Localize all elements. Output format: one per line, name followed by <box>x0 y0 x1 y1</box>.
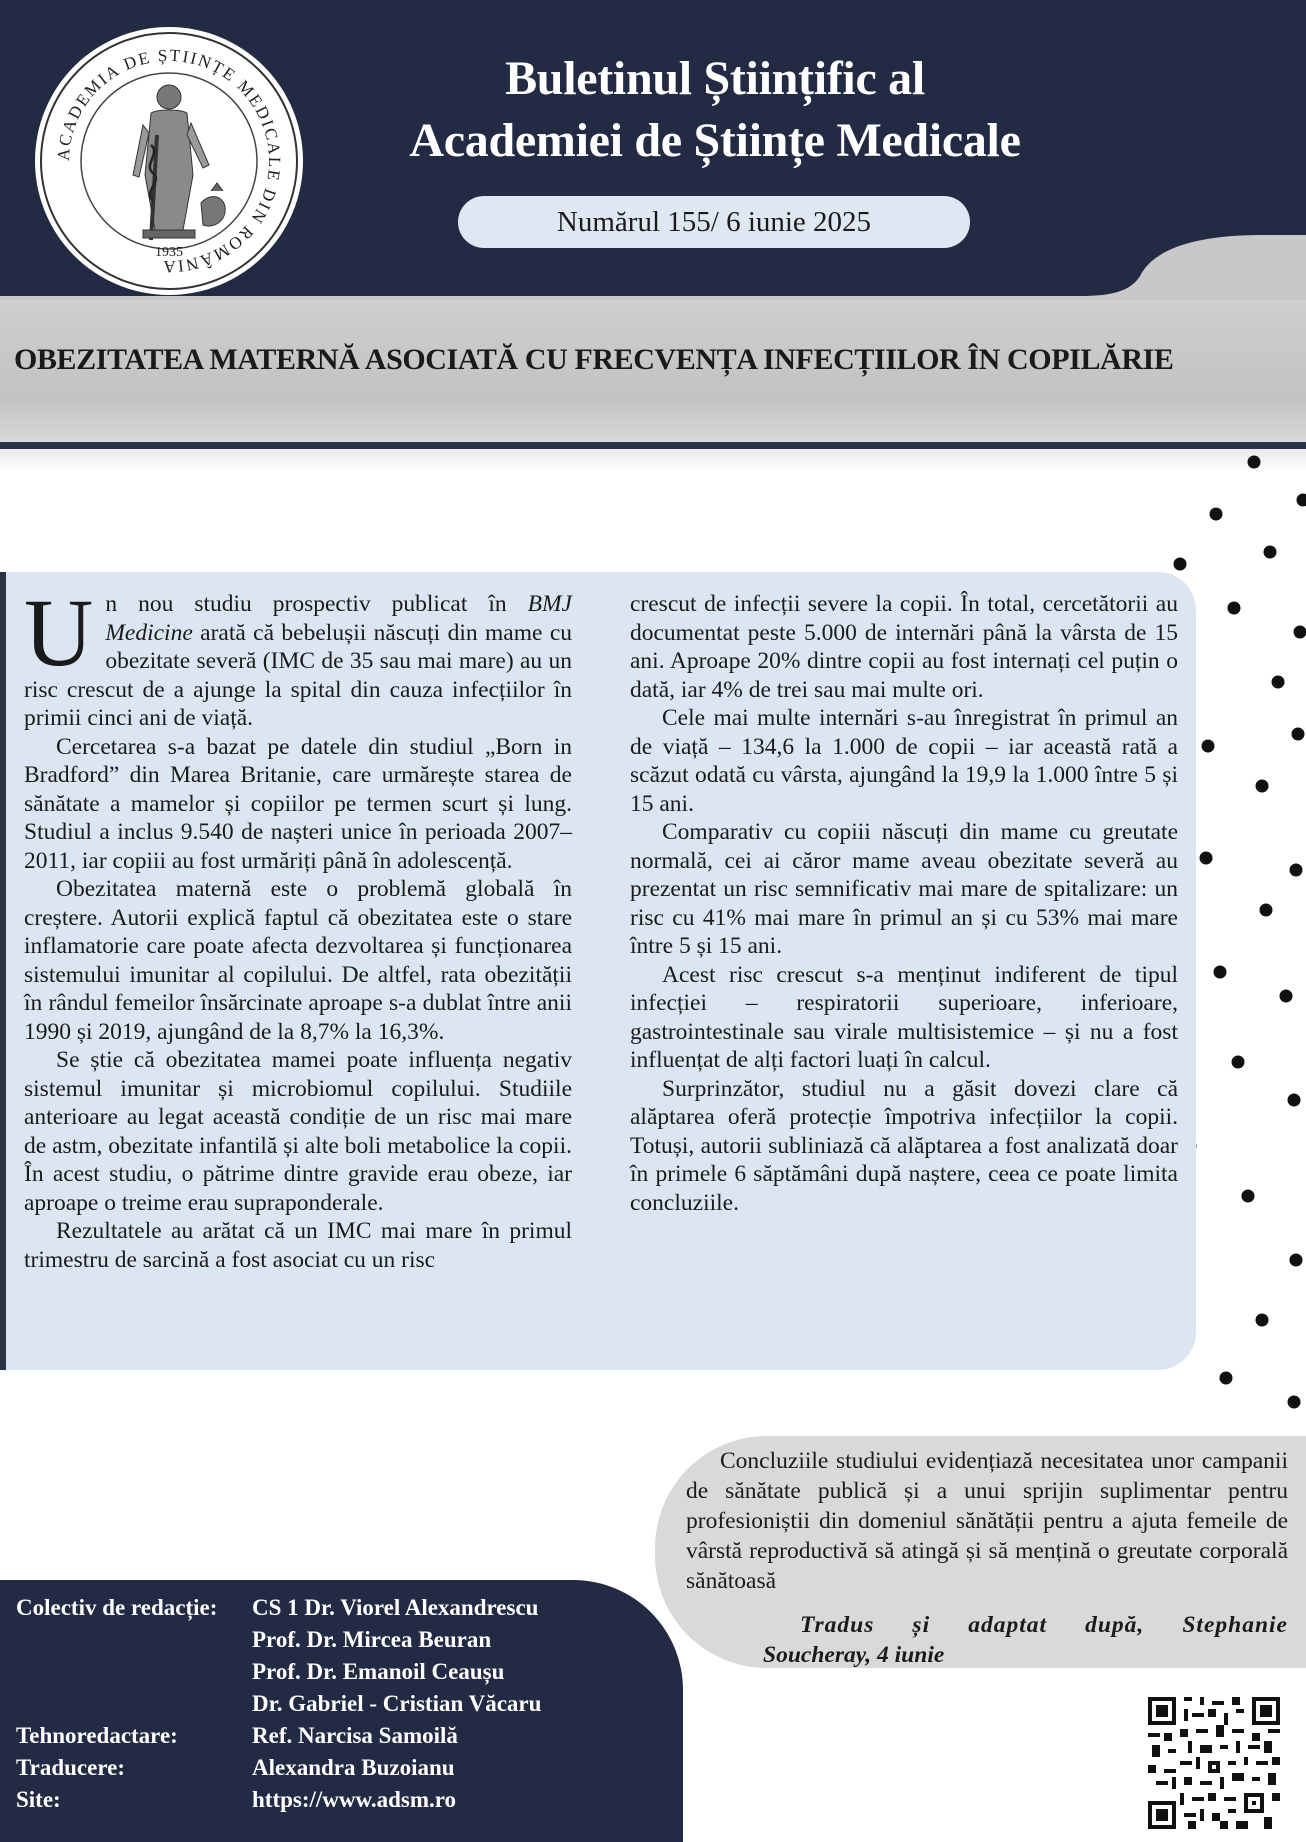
paragraph-8: Acest risc crescut s-a menținut indiferent de tipul infecției – respiratorii superioare, inferioare, gastrointestinale sau virale multisistemice – și nu a fost influențat de alți factori luați în calcul. <box>630 961 1178 1073</box>
conclusion-text: Concluziile studiului evidențiază necesitatea unor campanii de sănătate publică și a unui sprijin suplimentar pentru profesioniștii din domeniul sănătății pentru a ajuta femeile de vârstă reproductivă să atingă și să mențină o greutate corporală sănătoasă <box>686 1448 1288 1594</box>
paragraph-3: Obezitatea maternă este o problemă globală în creștere. Autorii explică faptul că obezitatea este o stare inflamatorie care poate afecta dezvoltarea și funcționarea sistemului imunitar al copilului. De altfel, rata obezității în rândul femeilor însărcinate aproape s-a dublat între anii 1990 și 2019, ajungând de la 8,7% la 16,3%. <box>24 876 572 1045</box>
aesculapius-seal-icon <box>33 25 305 297</box>
dot <box>1220 1372 1233 1385</box>
dot <box>1256 780 1269 793</box>
panel-edge <box>0 572 6 1370</box>
drop-cap: U <box>24 579 94 686</box>
translation-name: Alexandra Buzoianu <box>252 1755 455 1780</box>
dot <box>1294 626 1306 639</box>
qr-code-icon[interactable] <box>1148 1697 1280 1829</box>
paragraph-2: Cercetarea s-a bazat pe datele din studiul „Born in Bradford” din Marea Britanie, care urmărește starea de sănătate a mamelor și copiilor pe termen scurt și lung. Studiul a inclus 9.540 de nașteri unice în perioada 2007–2011, iar copiii au fost urmăriți până în adolescență. <box>24 733 572 874</box>
dot <box>1242 1190 1255 1203</box>
issue-badge <box>458 196 970 248</box>
typesetting-label: Tehnoredactare: <box>16 1723 178 1748</box>
dot <box>1292 728 1305 741</box>
svg-text:1935: 1935 <box>155 245 183 260</box>
dot <box>1264 546 1277 559</box>
dot <box>1288 1396 1301 1409</box>
paragraph-5: Rezultatele au arătat că un IMC mai mare în primul trimestru de sarcină a fost asociat cu un risc <box>24 1218 572 1273</box>
dot <box>1200 852 1213 865</box>
article-column-left <box>24 579 572 1274</box>
dot <box>1228 602 1241 615</box>
paragraph-6: Cele mai multe internări s-au înregistrat în primul an de viață – 134,6 la 1.000 de copii – iar această rată a scăzut odată cu vârsta, ajungând la 19,9 la 1.000 între 5 și 15 ani. <box>630 705 1178 817</box>
source-attribution: Tradus și adaptat după, Stephanie Soucheray, 4 iunie <box>763 1612 1288 1668</box>
paragraph-7: Comparativ cu copiii născuți din mame cu greutate normală, cei ai căror mame aveau obezitate severă au prezentat un risc semnificativ mai mare de spitalizare: un risc cu 41% mai mare în primul an și cu 53% mai mare între 5 și 15 ani. <box>630 819 1178 959</box>
dot <box>1280 990 1293 1003</box>
credits-box <box>0 1580 683 1842</box>
journal-name: BMJ Medicine <box>105 591 572 646</box>
dot <box>1288 1094 1301 1107</box>
dot <box>1256 1314 1269 1327</box>
dot <box>1202 740 1215 753</box>
dot <box>1210 508 1223 521</box>
article-column-right <box>630 590 1178 1217</box>
editor-name: Prof. Dr. Emanoil Ceaușu <box>252 1659 505 1684</box>
dot <box>1260 904 1273 917</box>
editor-name: Dr. Gabriel - Cristian Văcaru <box>252 1691 542 1716</box>
issue-number: Numărul 155/ 6 iunie 2025 <box>556 205 872 238</box>
bulletin-title-line-2: Academiei de Științe Medicale <box>409 114 1021 167</box>
dot <box>1214 966 1227 979</box>
title-divider <box>0 442 1306 449</box>
editor-name: Prof. Dr. Mircea Beuran <box>252 1627 492 1652</box>
dot <box>1248 456 1261 469</box>
site-link[interactable]: https://www.adsm.ro <box>252 1787 457 1812</box>
dot <box>1272 676 1285 689</box>
dot <box>1232 1056 1245 1069</box>
dot <box>1290 1254 1303 1267</box>
paragraph-4: Se știe că obezitatea mamei poate influența negativ sistemul imunitar și microbiomul copilului. Studiile anterioare au legat această condiție de un risc mai mare de astm, obezitate infantilă și alte boli metabolice la copii. În acest studiu, o pătrime dintre gravide erau obeze, iar aproape o treime erau supraponderale. <box>24 1047 572 1216</box>
typesetting-name: Ref. Narcisa Samoilă <box>252 1723 458 1748</box>
dot <box>1174 558 1187 571</box>
paragraph-5-continued: crescut de infecții severe la copii. În total, cercetătorii au documentat peste 5.000 de internări până la vârsta de 15 ani. Aproape 20% dintre copii au fost internați cel puțin o dată, iar 4% de trei sau mai multe ori. <box>630 591 1178 703</box>
translation-label: Traducere: <box>16 1755 126 1780</box>
bulletin-title-line-1: Buletinul Științific al <box>505 52 925 105</box>
paragraph-1: Un nou studiu prospectiv publicat în BMJ Medicine arată că bebelușii născuți din mame cu obezitate severă (IMC de 35 sau mai mare) au un risc crescut de a ajunge la spital din cauza infecțiilor în primii cinci ani de viață. <box>24 579 572 731</box>
title-shadow <box>0 449 1306 473</box>
paragraph-9: Surprinzător, studiul nu a găsit dovezi clare că alăptarea oferă protecție împotriva infecțiilor la copii. Totuși, autorii subliniază că alăptarea a fost analizată doar în primele 6 săptămâni după naștere, ceea ce poate limita concluziile. <box>630 1075 1178 1216</box>
editorial-label: Colectiv de redacție: <box>16 1595 218 1620</box>
svg-text:ACADEMIA DE ȘTIINȚE MEDICALE D: ACADEMIA DE ȘTIINȚE MEDICALE DIN ROMÂNIA <box>53 45 285 277</box>
site-label: Site: <box>16 1787 61 1812</box>
dot <box>1297 494 1306 507</box>
dot <box>1290 864 1303 877</box>
editor-name: CS 1 Dr. Viorel Alexandrescu <box>252 1595 539 1620</box>
article-title: OBEZITATEA MATERNĂ ASOCIATĂ CU FRECVENȚA INFECȚIILOR ÎN COPILĂRIE <box>14 343 1174 376</box>
